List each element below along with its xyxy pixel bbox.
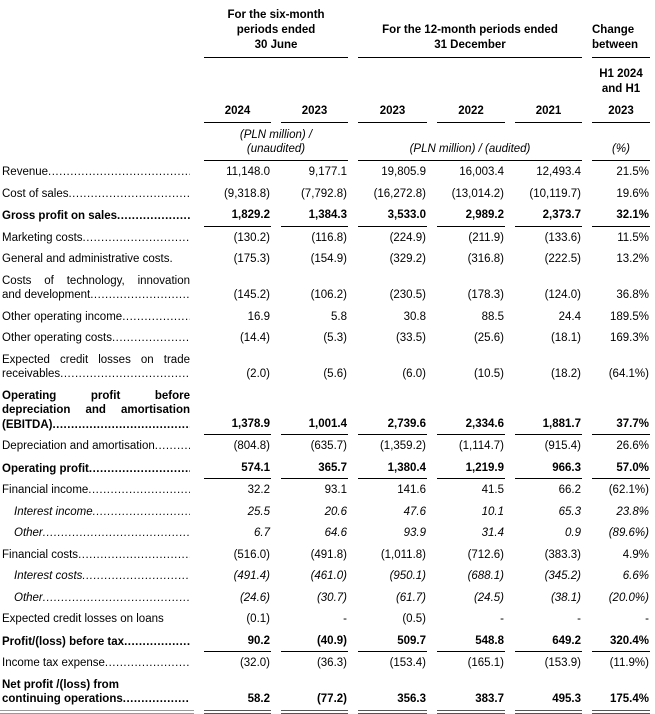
value-cell-change: 189.5% <box>609 310 649 323</box>
value-cell-fy-2022: (178.3) <box>467 289 504 301</box>
value-cell-fy-2023: (230.5) <box>389 289 426 301</box>
value-cell-change: (62.1%) <box>608 484 649 496</box>
row-label-line: Net profit /(loss) from <box>2 678 119 691</box>
value-cell-h1-2024: 90.2 <box>194 630 271 653</box>
dot-leader <box>43 526 190 541</box>
value-cell-fy-2023: 1,380.4 <box>348 457 427 480</box>
value-cell-fy-2023: (0.5) <box>402 613 426 625</box>
dot-leader <box>83 231 190 246</box>
row-label-line: Operating profit before <box>2 389 190 402</box>
row-label <box>0 479 194 501</box>
row-label-text: General and administrative costs. <box>2 253 173 265</box>
value-cell-change: 21.5% <box>616 166 649 178</box>
dot-leader <box>117 209 190 224</box>
value-cell-h1-2023: (635.7) <box>310 440 347 452</box>
value-cell-change: (64.1%) <box>608 368 649 380</box>
row-label <box>0 608 194 630</box>
value-cell-fy-2021: 65.3 <box>558 505 581 518</box>
value-cell-h1-2024: (24.6) <box>239 591 270 604</box>
row-label-line: depreciation and amortisation <box>2 404 190 416</box>
value-cell-fy-2021: (345.2) <box>544 570 581 582</box>
value-cell-fy-2021: 649.2 <box>505 630 582 653</box>
value-cell-fy-2022: 383.7 <box>427 674 505 714</box>
value-cell-fy-2022: (316.8) <box>467 253 504 265</box>
table-row <box>0 544 655 566</box>
value-cell-change: 320.4% <box>582 630 655 653</box>
value-cell-change: 13.2% <box>616 253 649 265</box>
value-cell-fy-2023: (329.2) <box>389 253 426 265</box>
value-cell-change: (11.9%) <box>609 657 649 669</box>
table-row <box>0 565 655 587</box>
value-cell-h1-2023: (77.2) <box>271 674 348 714</box>
value-cell-fy-2021: 495.3 <box>505 674 582 714</box>
value-cell-fy-2023: 19,805.9 <box>381 166 426 178</box>
change-period-line: and H1 <box>601 83 641 95</box>
table-row <box>0 435 655 457</box>
value-cell-h1-2024: 16.9 <box>247 310 270 323</box>
value-cell-h1-2024: 1,378.9 <box>194 385 271 436</box>
row-label <box>0 674 194 714</box>
value-cell-fy-2023: 30.8 <box>403 310 426 323</box>
value-cell-fy-2023: 356.3 <box>348 674 427 714</box>
table-row <box>0 630 655 653</box>
row-label <box>0 270 194 306</box>
row-label-text: Interest costs <box>14 570 83 582</box>
value-cell-fy-2023: (224.9) <box>389 231 426 244</box>
dot-leader <box>112 331 190 346</box>
header-year-h1-2023: 2023 <box>271 97 348 123</box>
table-header <box>0 6 655 161</box>
value-cell-fy-2022: (165.1) <box>467 657 504 669</box>
table-row <box>0 587 655 609</box>
value-cell-h1-2024: (130.2) <box>233 231 270 244</box>
value-cell-fy-2021: (124.0) <box>544 289 581 301</box>
dot-leader <box>60 367 190 382</box>
row-label <box>0 161 194 183</box>
value-cell-h1-2023: 5.8 <box>331 310 347 323</box>
dot-leader <box>78 548 190 563</box>
row-label <box>0 522 194 544</box>
row-label-text: Interest income <box>14 505 93 518</box>
header-twelve-month-group <box>348 6 582 58</box>
value-cell-fy-2021: 2,373.7 <box>505 204 582 227</box>
row-label-text: Profit/(loss) before tax <box>2 635 125 648</box>
dot-leader <box>82 569 190 584</box>
table-row <box>0 608 655 630</box>
dot-leader <box>88 483 190 498</box>
row-label-text: Operating profit <box>2 462 89 475</box>
value-cell-change: (89.6%) <box>608 527 649 539</box>
value-cell-change: 26.6% <box>616 440 649 452</box>
row-label <box>0 227 194 249</box>
row-label-text: Income tax expense <box>2 657 105 669</box>
value-cell-h1-2023: 64.6 <box>324 527 347 539</box>
value-cell-fy-2023: 141.6 <box>397 484 426 496</box>
value-cell-change: 4.9% <box>622 548 649 561</box>
header-units-row <box>0 123 655 161</box>
value-cell-fy-2021: (18.1) <box>550 332 581 344</box>
change-group-line: between <box>592 39 639 51</box>
table-row <box>0 674 655 714</box>
value-cell-fy-2021: 24.4 <box>558 310 581 323</box>
six-month-group-line: 30 June <box>254 39 298 51</box>
value-cell-change: 11.5% <box>617 231 649 244</box>
value-cell-h1-2024: 574.1 <box>194 457 271 480</box>
table-row <box>0 501 655 523</box>
value-cell-h1-2023: 1,001.4 <box>271 385 348 436</box>
value-cell-h1-2024: 1,829.2 <box>194 204 271 227</box>
header-change-sub-row <box>0 58 655 97</box>
table-row <box>0 248 655 270</box>
value-cell-fy-2022: 548.8 <box>427 630 505 653</box>
table-row <box>0 161 655 183</box>
value-cell-h1-2023: 20.6 <box>324 505 347 518</box>
value-cell-h1-2024: (491.4) <box>233 570 270 582</box>
value-cell-h1-2023: (5.6) <box>323 368 347 380</box>
value-cell-change: 32.1% <box>582 204 655 227</box>
table-row <box>0 385 655 436</box>
value-cell-fy-2021: (915.4) <box>544 440 581 452</box>
six-month-group-line: For the six-month <box>227 9 325 21</box>
value-cell-h1-2023: (116.8) <box>311 231 347 244</box>
table-row <box>0 270 655 306</box>
units-twelve-month <box>348 123 582 161</box>
value-cell-h1-2023: - <box>343 613 347 625</box>
table-row <box>0 457 655 480</box>
dot-leader <box>123 692 190 707</box>
header-year-fy-2022: 2022 <box>427 97 505 123</box>
header-year-h1-2024: 2024 <box>194 97 271 123</box>
value-cell-fy-2022: 31.4 <box>481 527 504 539</box>
value-cell-change: 36.8% <box>616 289 649 301</box>
row-label <box>0 544 194 566</box>
value-cell-change: 37.7% <box>582 385 655 436</box>
value-cell-change: 19.6% <box>616 187 649 200</box>
value-cell-fy-2023: 47.6 <box>403 505 426 518</box>
value-cell-h1-2024: (0.1) <box>246 613 270 625</box>
row-label-text: Depreciation and amortisation <box>2 440 155 452</box>
row-label-text: (EBITDA) <box>2 418 53 431</box>
twelve-month-group-line: For the 12-month periods ended <box>382 24 558 36</box>
value-cell-fy-2023: 3,533.0 <box>348 204 427 227</box>
value-cell-h1-2024: (9,318.8) <box>223 187 270 200</box>
value-cell-h1-2024: (145.2) <box>233 289 270 301</box>
dot-leader <box>89 462 190 477</box>
header-years-row <box>0 97 655 123</box>
row-label <box>0 501 194 523</box>
dot-leader <box>155 439 190 454</box>
value-cell-fy-2021: 966.3 <box>505 457 582 480</box>
value-cell-fy-2022: (13,014.2) <box>451 187 504 200</box>
row-label-text: Other <box>14 591 43 604</box>
change-group-line: Change <box>592 24 635 36</box>
value-cell-fy-2022: 1,219.9 <box>427 457 505 480</box>
value-cell-h1-2024: (175.3) <box>233 253 270 265</box>
header-year-fy-2021: 2021 <box>505 97 582 123</box>
value-cell-fy-2022: 88.5 <box>481 310 504 323</box>
row-label-text: Marketing costs <box>2 231 83 244</box>
dot-leader <box>122 310 190 325</box>
value-cell-h1-2023: (7,792.8) <box>300 187 347 200</box>
value-cell-change: 169.3% <box>609 332 649 344</box>
value-cell-h1-2023: 365.7 <box>271 457 348 480</box>
twelve-month-group-line: 31 December <box>434 39 506 51</box>
header-change-period <box>582 58 655 97</box>
value-cell-h1-2024: 58.2 <box>194 674 271 714</box>
value-cell-h1-2023: (154.9) <box>310 253 347 265</box>
financial-table <box>0 6 655 714</box>
value-cell-h1-2024: (516.0) <box>233 548 270 561</box>
value-cell-fy-2023: (153.4) <box>389 657 426 669</box>
header-change-group <box>582 6 655 58</box>
row-label <box>0 435 194 457</box>
value-cell-fy-2023: 93.9 <box>403 527 426 539</box>
table-row <box>0 306 655 328</box>
six-month-group-line: periods ended <box>236 24 316 36</box>
row-label <box>0 630 194 653</box>
value-cell-h1-2023: 9,177.1 <box>308 166 347 178</box>
row-label <box>0 349 194 385</box>
units-change-line: (%) <box>612 143 630 155</box>
table-row <box>0 183 655 205</box>
dot-leader <box>52 418 190 433</box>
value-cell-fy-2023: (1,359.2) <box>379 440 426 452</box>
dot-leader <box>48 165 190 180</box>
row-label <box>0 204 194 227</box>
value-cell-fy-2022: (10.5) <box>473 368 504 380</box>
value-cell-h1-2024: 6.7 <box>254 527 270 539</box>
value-cell-h1-2024: 32.2 <box>247 484 270 496</box>
value-cell-fy-2022: (24.5) <box>473 591 504 604</box>
value-cell-fy-2021: 0.9 <box>565 527 581 539</box>
table-row <box>0 204 655 227</box>
units-twelve-line: (PLN million) / (audited) <box>409 143 531 155</box>
value-cell-change: 175.4% <box>582 674 655 714</box>
value-cell-fy-2021: 12,493.4 <box>536 166 581 178</box>
row-label-text: Financial costs <box>2 548 79 561</box>
header-year-change: 2023 <box>582 97 655 123</box>
row-label-text: Expected credit losses on loans <box>2 613 164 625</box>
row-label <box>0 652 194 674</box>
value-cell-h1-2023: 1,384.3 <box>271 204 348 227</box>
row-label-text: and development <box>2 289 91 301</box>
value-cell-change: 6.6% <box>622 570 649 582</box>
value-cell-h1-2023: (461.0) <box>310 570 347 582</box>
table-row <box>0 522 655 544</box>
row-label <box>0 587 194 609</box>
value-cell-h1-2023: (30.7) <box>316 591 347 604</box>
value-cell-change: 23.8% <box>616 505 649 518</box>
value-cell-fy-2022: - <box>500 613 504 625</box>
value-cell-h1-2023: (106.2) <box>310 289 347 301</box>
value-cell-h1-2024: 25.5 <box>247 505 270 518</box>
dot-leader <box>68 187 190 202</box>
value-cell-h1-2023: (40.9) <box>271 630 348 653</box>
value-cell-fy-2023: (16,272.8) <box>373 187 426 200</box>
value-cell-fy-2021: (38.1) <box>550 591 581 604</box>
row-label <box>0 306 194 328</box>
row-label <box>0 565 194 587</box>
value-cell-fy-2021: (383.3) <box>544 548 581 561</box>
table-row <box>0 349 655 385</box>
value-cell-fy-2022: 2,989.2 <box>427 204 505 227</box>
value-cell-fy-2023: 509.7 <box>348 630 427 653</box>
value-cell-fy-2021: (10,119.7) <box>529 187 581 200</box>
value-cell-h1-2024: (2.0) <box>246 368 270 380</box>
row-label-text: Other operating costs <box>2 332 112 344</box>
value-cell-h1-2023: 93.1 <box>324 484 347 496</box>
value-cell-fy-2023: 2,739.6 <box>348 385 427 436</box>
table-body <box>0 161 655 714</box>
value-cell-change: 57.0% <box>582 457 655 480</box>
row-label-text: Other <box>14 527 43 539</box>
header-group-row <box>0 6 655 58</box>
value-cell-fy-2021: 66.2 <box>558 484 581 496</box>
row-label-line: Expected credit losses on trade <box>2 353 190 366</box>
units-six-line: (PLN million) / <box>239 129 313 141</box>
value-cell-fy-2022: (688.1) <box>467 570 504 582</box>
value-cell-fy-2022: (211.9) <box>468 231 504 244</box>
value-cell-fy-2021: (222.5) <box>544 253 581 265</box>
value-cell-fy-2021: 1,881.7 <box>505 385 582 436</box>
row-label-text: Revenue <box>2 166 49 178</box>
value-cell-fy-2023: (950.1) <box>389 570 426 582</box>
value-cell-h1-2023: (5.3) <box>323 332 347 344</box>
row-label-text: receivables <box>2 368 61 380</box>
value-cell-fy-2022: (25.6) <box>473 332 504 344</box>
value-cell-fy-2021: (18.2) <box>550 368 581 380</box>
row-label-line: Costs of technology, innovation <box>2 274 190 287</box>
header-label-spacer <box>0 6 194 58</box>
units-six-month <box>194 123 348 161</box>
units-change <box>582 123 655 161</box>
dot-leader <box>90 288 190 303</box>
change-period-line: H1 2024 <box>599 68 643 80</box>
dot-leader <box>105 656 190 671</box>
value-cell-fy-2023: (61.7) <box>395 591 426 604</box>
value-cell-fy-2023: (6.0) <box>402 368 426 380</box>
row-label-text: Financial income <box>2 484 89 496</box>
row-label-text: continuing operations <box>2 693 123 705</box>
header-six-month-group <box>194 6 348 58</box>
value-cell-change: - <box>645 613 649 625</box>
row-label-text: Gross profit on sales <box>2 210 118 222</box>
table-row <box>0 227 655 249</box>
value-cell-fy-2022: (1,114.7) <box>458 440 504 452</box>
value-cell-fy-2021: (133.6) <box>544 231 581 244</box>
value-cell-fy-2021: (153.9) <box>544 657 581 669</box>
row-label <box>0 183 194 205</box>
row-label-text: Cost of sales <box>2 187 69 200</box>
value-cell-h1-2024: 11,148.0 <box>226 166 270 178</box>
units-six-line: (unaudited) <box>246 143 306 155</box>
dot-leader <box>93 505 190 520</box>
row-label <box>0 248 194 270</box>
row-label <box>0 457 194 480</box>
value-cell-h1-2024: (804.8) <box>233 440 270 452</box>
header-year-fy-2023: 2023 <box>348 97 427 123</box>
value-cell-h1-2023: (491.8) <box>310 548 347 561</box>
value-cell-fy-2021: - <box>577 613 581 625</box>
row-label-text: Other operating income <box>2 310 123 323</box>
table-row <box>0 652 655 674</box>
value-cell-fy-2023: (1,011.8) <box>380 548 426 561</box>
value-cell-h1-2024: (32.0) <box>239 657 270 669</box>
value-cell-h1-2024: (14.4) <box>239 332 270 344</box>
row-label <box>0 385 194 436</box>
table-row <box>0 327 655 349</box>
dot-leader <box>124 635 190 650</box>
value-cell-change: (20.0%) <box>608 591 649 604</box>
value-cell-fy-2023: (33.5) <box>395 332 426 344</box>
row-label <box>0 327 194 349</box>
value-cell-fy-2022: 2,334.6 <box>427 385 505 436</box>
value-cell-fy-2022: (712.6) <box>467 548 504 561</box>
table-row <box>0 479 655 501</box>
value-cell-h1-2023: (36.3) <box>316 657 347 669</box>
value-cell-fy-2022: 41.5 <box>481 484 504 496</box>
value-cell-fy-2022: 16,003.4 <box>459 166 504 178</box>
value-cell-fy-2022: 10.1 <box>481 505 504 518</box>
dot-leader <box>43 591 190 606</box>
